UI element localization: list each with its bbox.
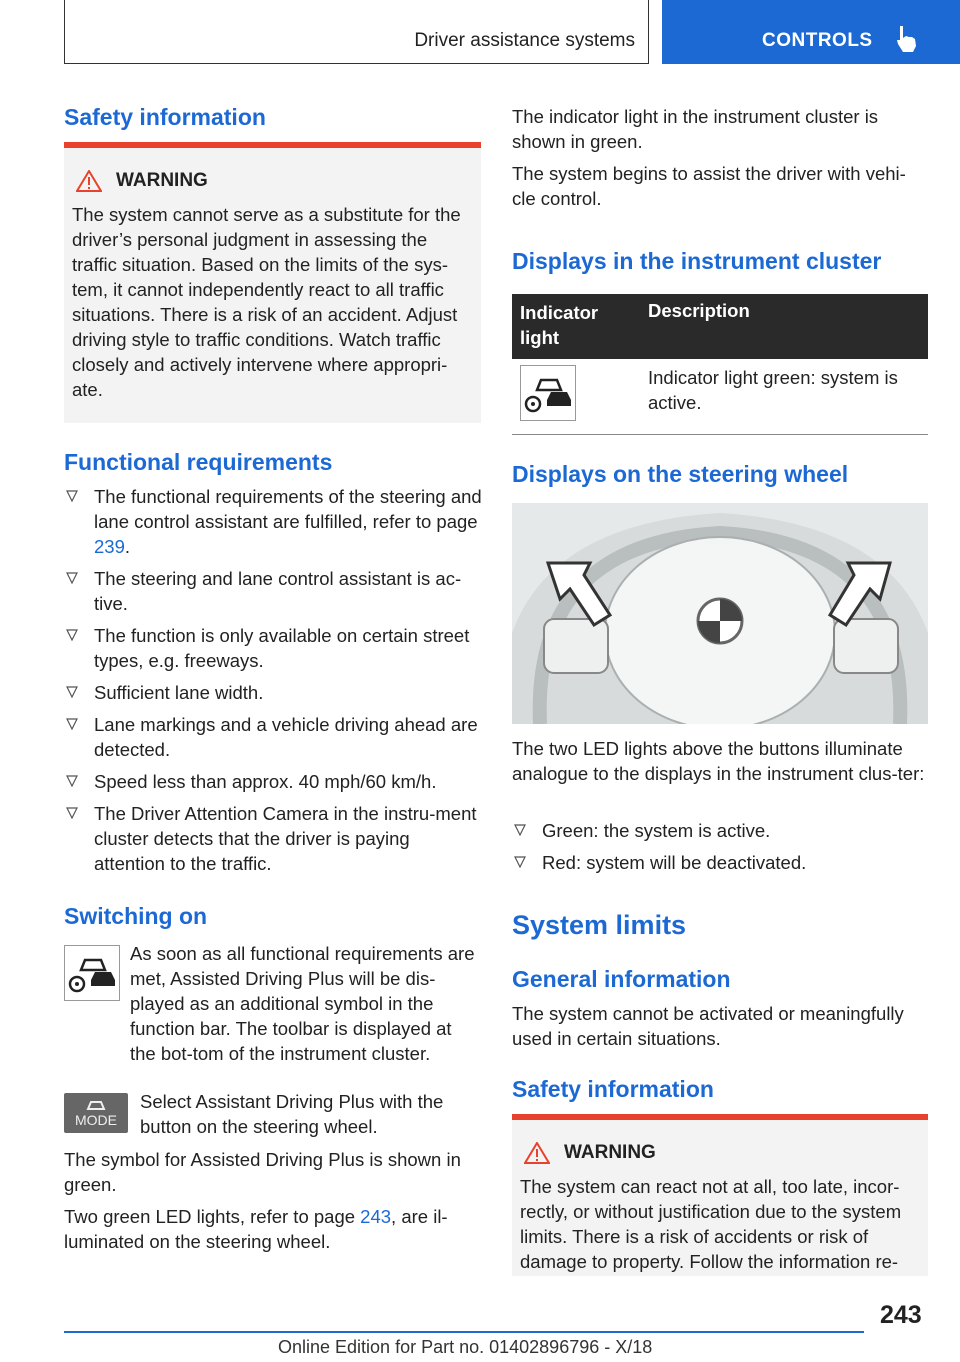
mode-text: Select Assistant Driving Plus with the button on the steering wheel.	[140, 1091, 444, 1137]
intro-text-1: The indicator light in the instrument cluster is shown in green.	[512, 106, 879, 152]
warning-box-2	[512, 1120, 928, 1276]
list-item-text: Green: the system is active.	[542, 820, 771, 841]
list-item	[512, 818, 928, 843]
warning-text: The system cannot serve as a substitute for the driver’s personal judgment in assessing the traffic situation. Based on the limits of the sys-tem, it cannot independently react to all traffic situations. There is a risk of an accident. Adjust driving style to traffic conditions. Watch traffic closely and actively intervene where appropri-ate.	[72, 204, 461, 400]
functional-requirements-heading: Functional requirements	[64, 449, 333, 475]
safety-heading-2: Safety information	[512, 1076, 714, 1102]
list-item-text: Red: system will be deactivated.	[542, 852, 807, 873]
warning-box	[64, 148, 481, 423]
list-item-text: The Driver Attention Camera in the instru-ment cluster detects that the driver is paying attention to the traffic.	[94, 803, 477, 874]
steering-wheel-heading: Displays on the steering wheel	[512, 461, 849, 487]
description-cell: Indicator light green: system is active.	[648, 367, 898, 413]
switching-on-heading: Switching on	[64, 903, 208, 929]
switching-on-text-content: As soon as all functional requirements are met, Assisted Driving Plus will be dis-played as an additional symbol in the function bar. The toolbar is displayed at the bot-tom of the instrument cluster.	[130, 943, 475, 1064]
list-item	[64, 680, 482, 705]
safety-heading: Safety information	[64, 104, 266, 130]
list-item	[64, 769, 482, 794]
list-item	[64, 712, 482, 762]
pointing-hand-icon	[894, 24, 920, 54]
led-text-prefix: Two green LED lights, refer to page	[64, 1206, 361, 1227]
steering-wheel-image	[512, 503, 928, 724]
intro-text-2: The system begins to assist the driver with vehi-cle control.	[512, 163, 906, 209]
table-row	[512, 359, 928, 434]
wheel-led-list	[512, 818, 928, 882]
warning-label-2: WARNING	[564, 1142, 656, 1163]
tab-controls[interactable]	[662, 0, 960, 64]
assisted-driving-icon	[64, 945, 120, 1001]
wheel-text: The two LED lights above the buttons illuminate analogue to the displays in the instrument clus-ter:	[512, 738, 925, 784]
warning-triangle-icon	[76, 170, 102, 192]
page-link-243[interactable]: 243	[360, 1206, 392, 1227]
triangle-bullet-icon	[66, 717, 78, 730]
indicator-cell	[512, 359, 636, 434]
page-link-239[interactable]: 239	[94, 536, 125, 557]
triangle-bullet-icon	[66, 571, 78, 584]
triangle-bullet-icon	[66, 685, 78, 698]
list-item-text: Sufficient lane width.	[94, 682, 264, 703]
list-item-suffix: .	[124, 536, 131, 557]
switching-on-text	[130, 941, 480, 1066]
list-item	[64, 566, 482, 616]
list-item	[64, 801, 482, 876]
col-indicator-light: Indicator light	[520, 302, 599, 348]
mode-button-label: MODE	[75, 1112, 117, 1128]
triangle-bullet-icon	[514, 823, 526, 836]
list-item	[64, 484, 482, 559]
warning-triangle-icon	[524, 1142, 550, 1164]
triangle-bullet-icon	[66, 806, 78, 819]
mode-button-icon	[64, 1093, 128, 1133]
triangle-bullet-icon	[514, 855, 526, 868]
triangle-bullet-icon	[66, 628, 78, 641]
led-text-suffix: , are il-luminated on the steering wheel.	[64, 1206, 448, 1252]
general-information-heading: General information	[512, 966, 731, 992]
symbol-text: The symbol for Assisted Driving Plus is shown in green.	[64, 1149, 461, 1195]
list-item-text: Lane markings and a vehicle driving ahead are detected.	[94, 714, 478, 760]
list-item-prefix: The functional requirements of the steering and lane control assistant are fulfilled, refer to page	[94, 486, 482, 532]
page-number: 243	[880, 1301, 922, 1329]
warning-header-2	[524, 1142, 656, 1164]
tab-controls-label: CONTROLS	[762, 30, 873, 51]
edition-footer: Online Edition for Part no. 01402896796 - X/18	[278, 1337, 653, 1357]
footer-rule	[64, 1331, 864, 1333]
list-item	[64, 623, 482, 673]
warning-text-2: The system can react not at all, too late, incor-rectly, or without justification due to the system limits. There is a risk of accidents or risk of damage to property. Follow the information re-	[520, 1176, 902, 1272]
list-item-text: The steering and lane control assistant is ac-tive.	[94, 568, 462, 614]
list-item-text: Speed less than approx. 40 mph/60 km/h.	[94, 771, 437, 792]
display-table	[512, 294, 928, 435]
car-steering-icon	[521, 366, 575, 420]
warning-label: WARNING	[116, 170, 208, 191]
car-steering-icon	[65, 946, 119, 1000]
system-limits-heading: System limits	[512, 910, 687, 940]
warning-header	[76, 170, 208, 192]
section-title: Driver assistance systems	[414, 30, 635, 51]
steering-wheel-illustration	[512, 503, 928, 724]
triangle-bullet-icon	[66, 774, 78, 787]
table-header-row	[512, 294, 928, 359]
general-information-text: The system cannot be activated or meaningfully used in certain situations.	[512, 1003, 904, 1049]
list-item-text: The function is only available on certain street types, e.g. freeways.	[94, 625, 470, 671]
list-item	[512, 850, 928, 875]
displays-heading: Displays in the instrument cluster	[512, 248, 882, 274]
indicator-light-icon	[520, 365, 576, 421]
led-text	[64, 1204, 482, 1254]
col-description: Description	[648, 300, 750, 321]
triangle-bullet-icon	[66, 489, 78, 502]
functional-requirements-list	[64, 484, 482, 883]
